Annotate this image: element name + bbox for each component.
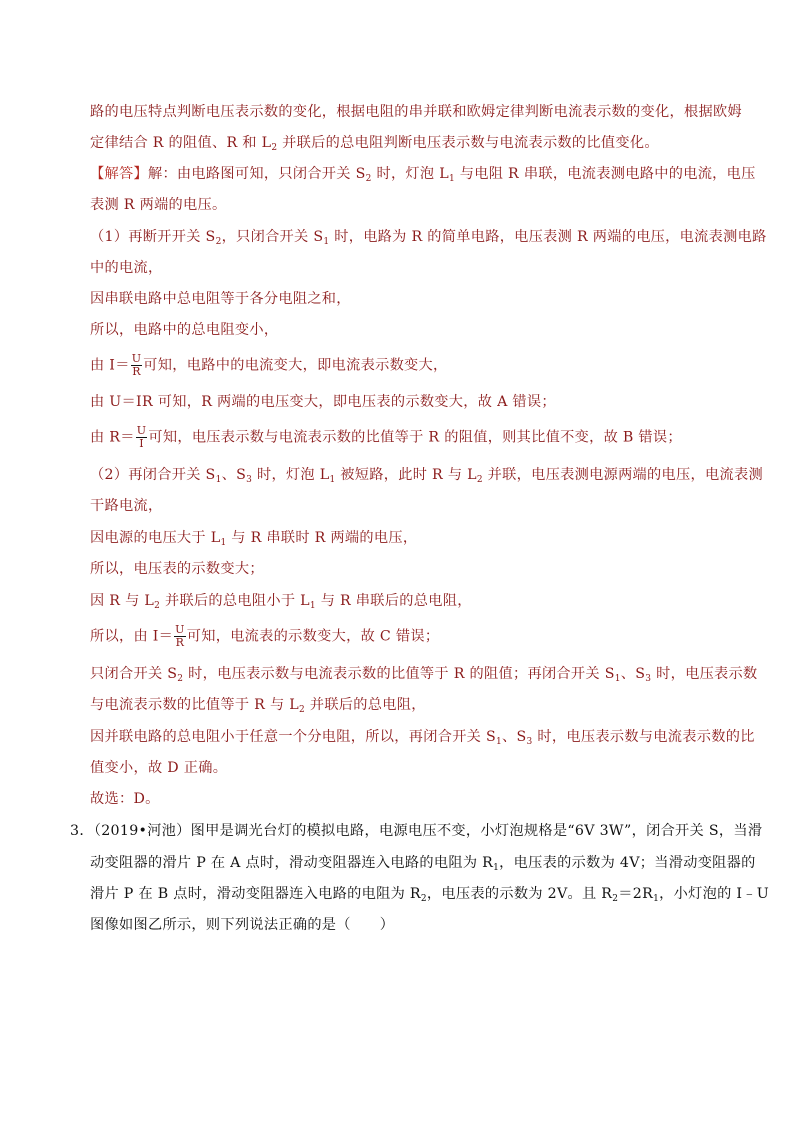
fraction-denominator: I [139,437,144,450]
fraction [174,624,186,649]
fraction-numerator: U [136,424,147,437]
answer-text: 故选：D。 [90,791,160,807]
text: 中的电流， [90,260,163,276]
text: 、S [502,729,527,745]
text: ，小灯泡的 I﹣U [659,886,770,902]
question-number: 3． [70,823,94,839]
text: 与电阻 R 串联，电流表测电路中的电流，电压 [454,166,756,182]
subscript: 1 [215,475,222,485]
question-3-line-4 [90,915,394,935]
text: 并联后的总电阻判断电压表示数与电流表示数的比值变化。 [277,135,659,151]
part3-line-3 [90,727,755,747]
text: （2）再闭合开关 S [90,467,216,483]
text: 定律结合 R 的阻值、R 和 L [90,135,272,151]
text: 时，灯泡 L [252,467,330,483]
text: 并联后的总电阻小于 L [160,593,310,609]
text: 与 R 串联后的总电阻， [315,593,472,609]
text: 所以，电压表的示数变大； [90,561,264,577]
text: 所以，电路中的总电阻变小， [90,322,279,338]
text: 时，电压表示数与电流表示数的比值等于 R 的阻值；再闭合开关 S [183,666,615,682]
fraction-numerator: U [175,623,185,636]
part1-line-5 [90,353,448,378]
text: 只闭合开关 S [90,666,178,682]
part2-line-5 [90,591,472,611]
part1-line-7 [90,425,682,450]
text: 由 U＝IR 可知，R 两端的电压变大，即电压表的示数变大，故 A 错误； [90,394,556,410]
text: 可知，电压表示数与电流表示数的比值等于 R 的阻值，则其比值不变，故 B 错误； [148,429,682,446]
fraction [136,425,148,450]
text: 滑片 P 在 B 点时，滑动变阻器连入电路的电阻为 R [90,886,421,902]
text: 解：由电路图可知，只闭合开关 S [147,166,366,182]
text: 干路电流， [90,498,163,514]
text: 被短路，此时 R 与 L [335,467,477,483]
text: 时，灯泡 L [371,166,449,182]
text: 因电源的电压大于 L [90,530,221,546]
subscript: 2 [476,475,483,485]
fraction-numerator: U [131,352,142,365]
text: 所以，由 I＝ [90,628,174,645]
text: 动变阻器的滑片 P 在 A 点时，滑动变阻器连入电路的电阻为 R [90,855,494,871]
subscript: 1 [220,538,227,548]
text: 并联后的总电阻， [305,697,426,713]
text: 可知，电路中的电流变大，即电流表示数变大， [143,357,448,374]
fraction-denominator: R [175,636,185,649]
text: 时，电路为 R 的简单电路，电压表测 R 两端的电压，电流表测电路 [329,229,767,245]
text: 因 R 与 L [90,593,155,609]
text: （1）再断开开关 S [90,229,216,245]
subscript: 2 [298,705,306,715]
solution-intro-line-1 [90,164,756,184]
fraction [131,353,143,378]
part3-line-2 [90,695,426,715]
text: 图像如图乙所示，则下列说法正确的是（ ） [90,917,395,933]
question-3-line-1 [70,821,762,841]
text: 与 R 串联时 R 两端的电压， [226,530,418,546]
text: 时，电压表示数 [651,666,758,682]
text: 由 I＝ [90,357,130,374]
text: 因串联电路中总电阻等于各分电阻之和， [90,291,351,307]
subscript: 3 [526,737,533,747]
part3-line-4 [90,758,227,778]
subscript: 2 [177,674,184,684]
subscript: 2 [154,601,161,611]
text: 表测 R 两端的电压。 [90,197,227,213]
subscript: 2 [420,894,427,904]
part2-line-3 [90,528,417,548]
part3-line-1 [90,664,758,684]
subscript: 1 [329,475,336,485]
part2-line-6 [90,624,439,649]
text: 值变小，故 D 正确。 [90,760,228,776]
text: 、S [620,666,646,682]
text: 可知，电流表的示数变大，故 C 错误； [186,628,440,645]
part1-line-4 [90,320,278,340]
text: 因并联电路的总电阻小于任意一个分电阻，所以，再闭合开关 S [90,729,496,745]
text: 、S [221,467,247,483]
text: 时，电压表示数与电流表示数的比 [532,729,755,745]
subscript: 3 [246,475,253,485]
fraction-denominator: R [132,365,141,378]
text: 路的电压特点判断电压表示数的变化，根据电阻的串并联和欧姆定律判断电流表示数的变化，根据欧姆 [90,104,742,120]
part1-line-6 [90,392,556,412]
part2-line-4 [90,559,264,579]
question-3-line-3 [90,884,769,904]
analysis-line-1 [90,102,742,122]
solution-label: 【解答】 [90,166,148,182]
subscript: 2 [612,894,619,904]
question-3-line-2 [90,853,756,873]
part1-line-1 [90,227,767,247]
text: 由 R＝ [90,429,135,446]
subscript: 1 [323,237,330,247]
analysis-line-2 [90,133,659,153]
text: ＝2R [618,886,654,902]
text: ，只闭合开关 S [221,229,324,245]
subscript: 1 [493,863,500,873]
solution-intro-line-2 [90,195,227,215]
subscript: 2 [215,237,222,247]
part1-line-3 [90,289,351,309]
text: ，电压表的示数为 2V。且 R [426,886,613,902]
text: 并联，电压表测电源两端的电压，电流表测 [482,467,763,483]
text: 与电流表示数的比值等于 R 与 L [90,697,299,713]
subscript: 2 [271,143,278,153]
part2-line-1 [90,465,763,485]
text: ，电压表的示数为 4V；当滑动变阻器的 [499,855,756,871]
part1-line-2 [90,258,162,278]
subscript: 1 [448,174,455,184]
subscript: 1 [309,601,316,611]
subscript: 1 [496,737,503,747]
subscript: 1 [614,674,621,684]
text: （2019•河池）图甲是调光台灯的模拟电路，电源电压不变，小灯泡规格是“6V 3W”，闭合开关 S，当滑 [93,823,763,839]
subscript: 1 [653,894,660,904]
answer-line [90,789,160,809]
part2-line-2 [90,496,162,516]
subscript: 3 [645,674,652,684]
subscript: 2 [365,174,372,184]
